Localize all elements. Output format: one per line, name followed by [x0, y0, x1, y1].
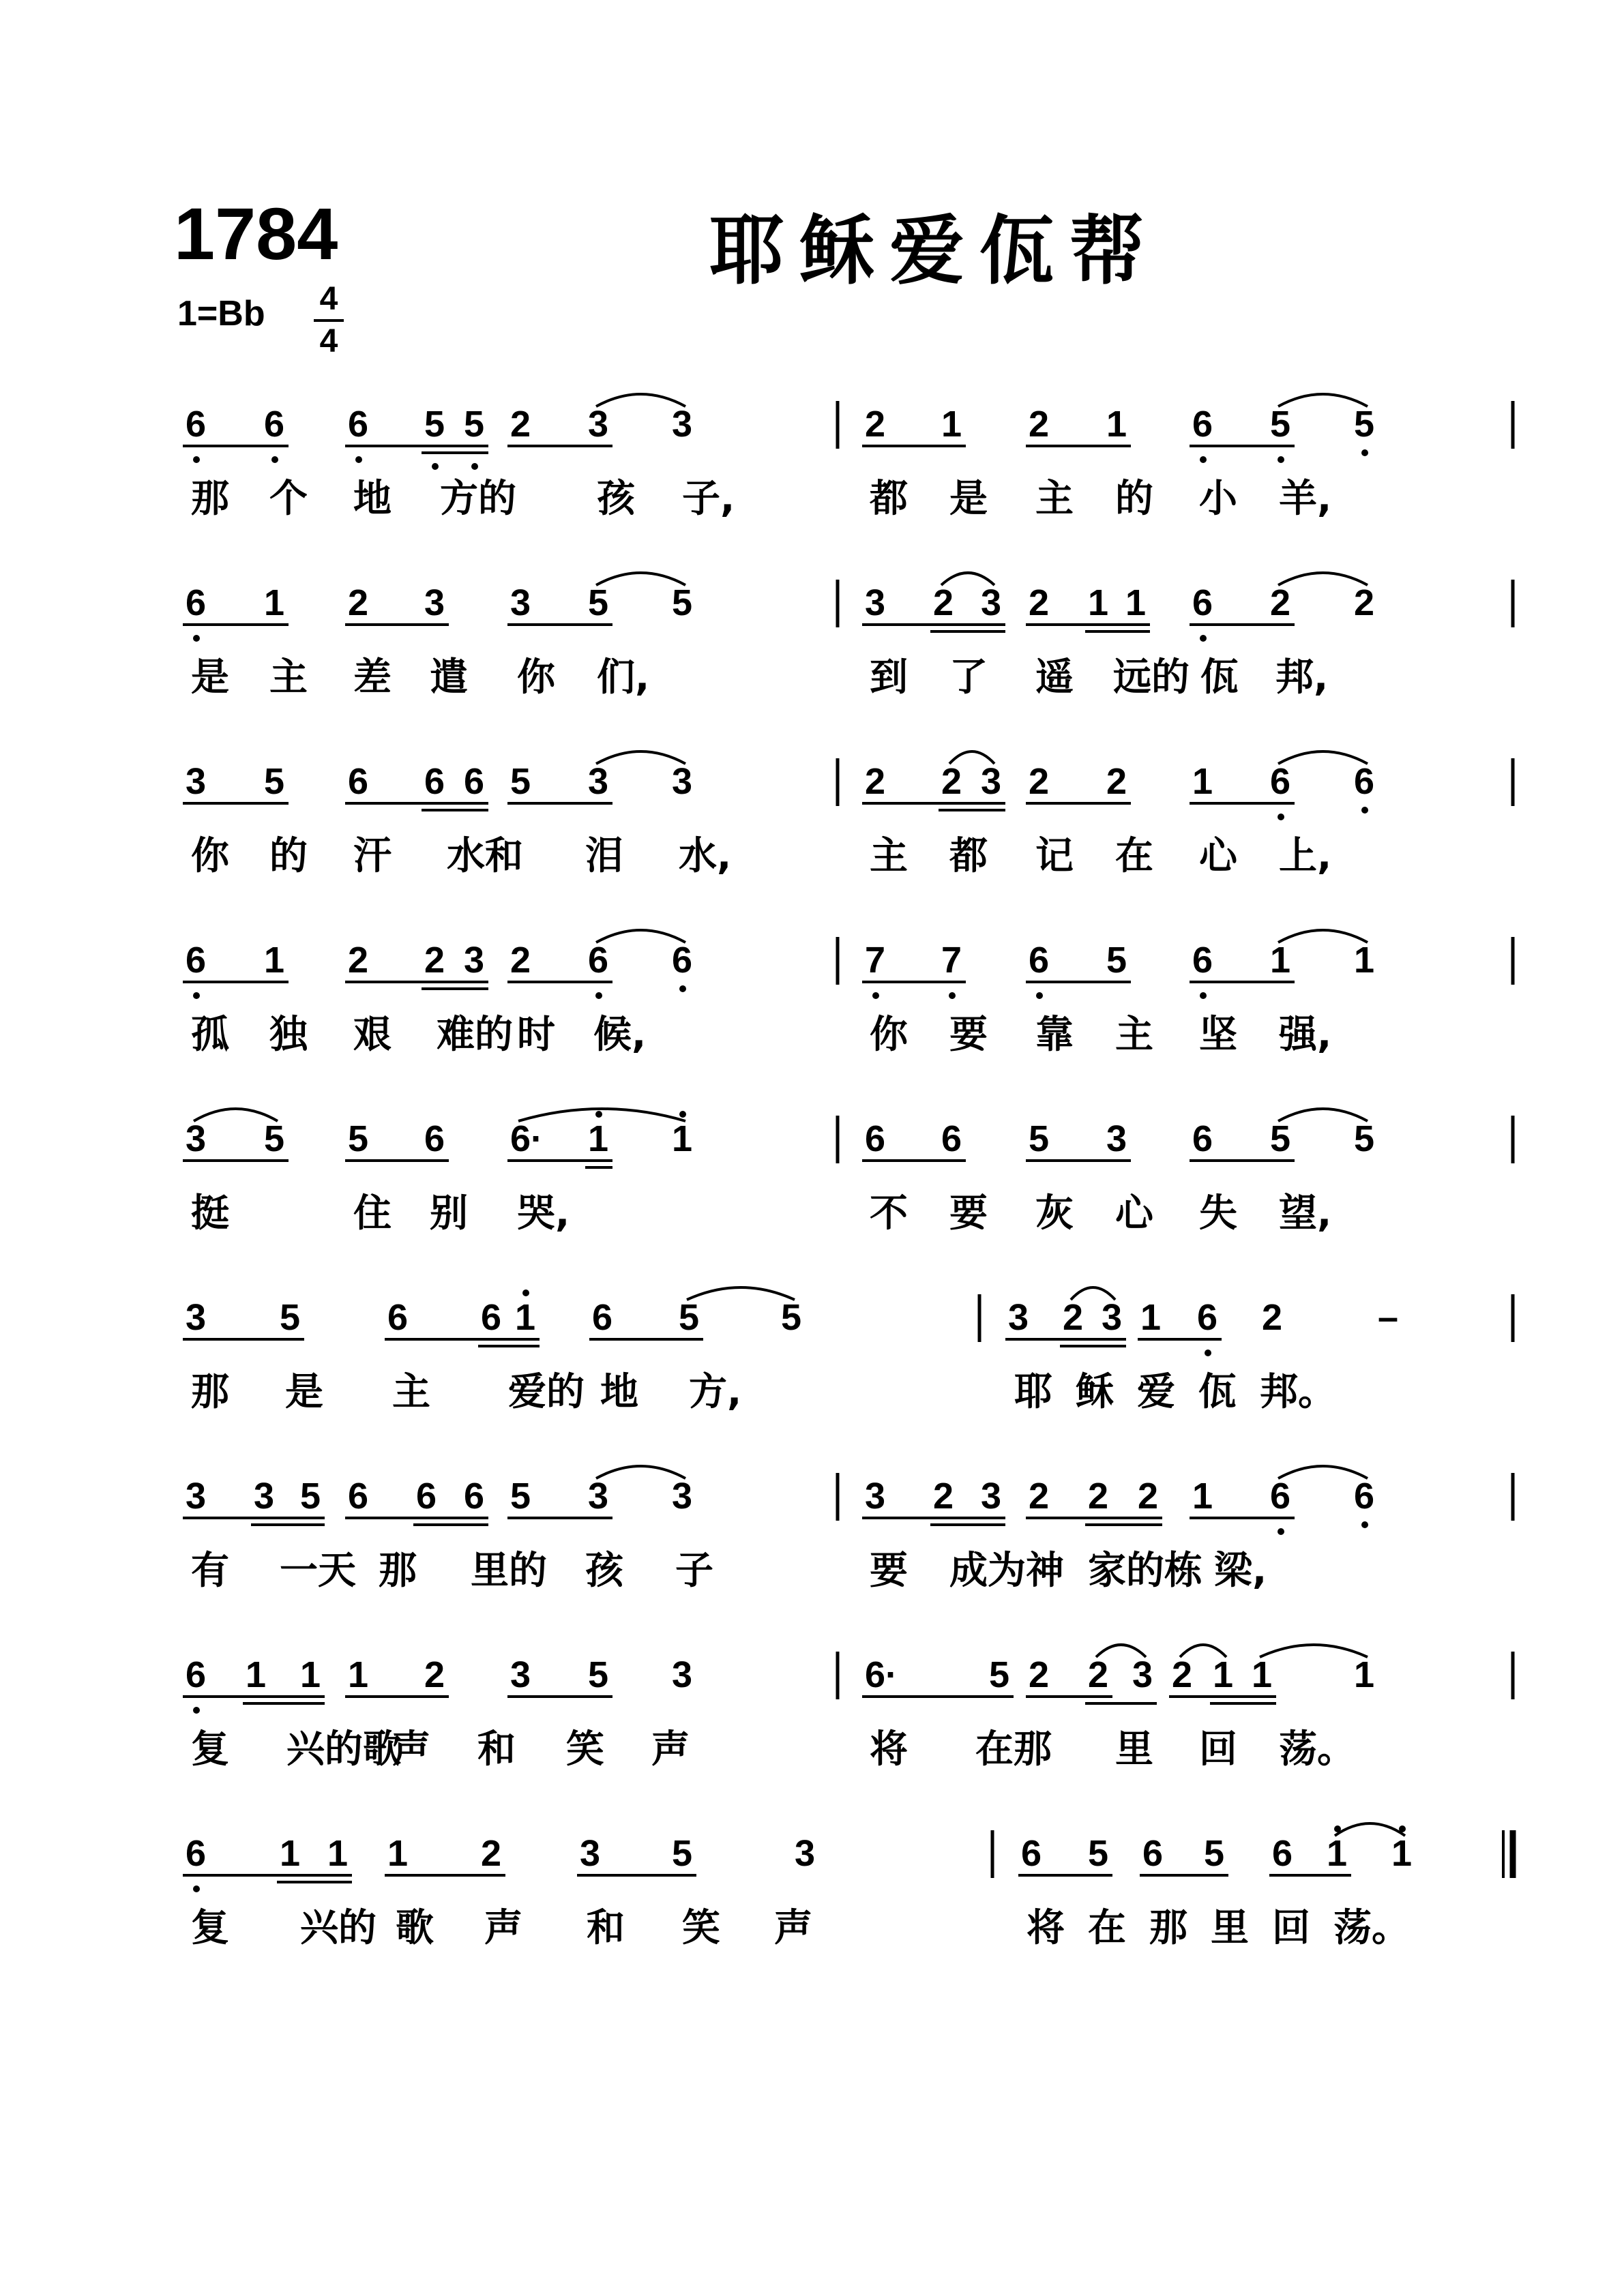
note: 2	[1088, 1654, 1109, 1695]
lyric: 哭,	[517, 1191, 570, 1236]
note: 5	[510, 1476, 531, 1517]
note: 6	[592, 1297, 613, 1338]
note: 5	[264, 761, 285, 802]
note: 5	[348, 1118, 369, 1159]
lyric: 水和	[447, 834, 523, 878]
lyric: 兴的歌	[286, 1727, 401, 1772]
lyric: 声	[392, 1727, 430, 1772]
note: 6	[481, 1297, 502, 1338]
lyric: 一天	[280, 1549, 356, 1593]
note: 3	[588, 404, 609, 445]
lyric: 你	[191, 834, 229, 878]
note: 1	[1391, 1833, 1413, 1874]
note: 1	[672, 1118, 693, 1159]
lyric: 上,	[1279, 834, 1332, 878]
note: 1	[588, 1118, 609, 1159]
lyric: 差	[353, 655, 392, 700]
octave-dot	[1361, 807, 1368, 814]
lyric: 地	[600, 1370, 638, 1414]
octave-dot	[193, 1885, 200, 1892]
note: 6	[416, 1476, 437, 1517]
right-half-row-2	[862, 573, 1374, 700]
left-half-row-2	[183, 573, 692, 700]
lyric: 主	[1115, 1013, 1153, 1057]
lyric: 将	[1027, 1906, 1065, 1950]
lyric: 声	[651, 1727, 690, 1772]
note: 1	[246, 1654, 267, 1695]
lyric: 将	[870, 1727, 908, 1772]
lyric: 心	[1115, 1191, 1153, 1236]
note: 3	[186, 1297, 207, 1338]
lyric: 回	[1272, 1906, 1310, 1950]
note: 5	[464, 404, 485, 445]
song-title: 耶稣爱佤帮	[709, 207, 1160, 295]
lyric: 们,	[597, 655, 650, 700]
note: 3	[254, 1476, 275, 1517]
note: 5	[672, 582, 693, 623]
right-half-row-7	[862, 1466, 1374, 1593]
lyric: 都	[870, 477, 908, 521]
lyric: 遣	[430, 655, 468, 700]
octave-dot	[679, 985, 686, 992]
lyric: 要	[870, 1549, 908, 1593]
lyric: 主	[1035, 477, 1074, 521]
lyric: 笑	[682, 1906, 720, 1950]
note: 5	[1354, 1118, 1375, 1159]
lyric: 是	[191, 655, 229, 700]
lyric: 那	[1149, 1906, 1187, 1950]
tie-slur	[1260, 1645, 1368, 1657]
note: 6	[1354, 1476, 1375, 1517]
lyric: 独	[269, 1013, 308, 1057]
note: 3	[1106, 1118, 1127, 1159]
note: 1	[1088, 582, 1109, 623]
octave-dot	[355, 456, 362, 463]
octave-dot	[193, 1707, 200, 1714]
note: 6	[264, 404, 285, 445]
lyric: 主	[269, 655, 308, 700]
note: 2	[424, 940, 445, 981]
note: 6	[865, 1118, 886, 1159]
note: 6	[1192, 404, 1213, 445]
note: 6	[1029, 940, 1050, 981]
note: 6	[186, 1833, 207, 1874]
lyric: 在	[1115, 834, 1153, 878]
note: 6	[348, 761, 369, 802]
note: 1	[1192, 1476, 1213, 1517]
right-half-row-6	[1005, 1287, 1398, 1414]
lyric: 主	[870, 834, 908, 878]
note: 6	[387, 1297, 409, 1338]
note: 3	[424, 582, 445, 623]
note: 3	[672, 761, 693, 802]
note: 5	[264, 1118, 285, 1159]
note: 1	[280, 1833, 301, 1874]
note: 3	[588, 761, 609, 802]
note: 3	[186, 1118, 207, 1159]
note: 3	[981, 582, 1002, 623]
note: 5	[424, 404, 445, 445]
lyric: 家的栋	[1088, 1549, 1202, 1593]
octave-dot	[1278, 456, 1284, 463]
note: 2	[1063, 1297, 1084, 1338]
lyric: 心	[1199, 834, 1237, 878]
octave-dot	[595, 1111, 602, 1118]
left-half-row-8	[183, 1654, 692, 1772]
note: 1	[1270, 940, 1291, 981]
note: 2	[424, 1654, 445, 1695]
lyric: 到	[870, 655, 908, 700]
note: 6	[348, 404, 369, 445]
octave-dot	[193, 635, 200, 642]
note: 2	[1270, 582, 1291, 623]
note: 3	[672, 404, 693, 445]
note: 2	[865, 404, 886, 445]
note: 6	[1272, 1833, 1293, 1874]
lyric: 难的	[437, 1013, 513, 1057]
lyric: 孩	[597, 477, 635, 521]
note: 6	[186, 1654, 207, 1695]
note: 1	[264, 582, 285, 623]
note: 3	[672, 1654, 693, 1695]
lyric: 要	[949, 1191, 988, 1236]
note: 2	[1262, 1297, 1283, 1338]
note: 1	[1252, 1654, 1273, 1695]
note: 6	[1197, 1297, 1218, 1338]
lyric: 子,	[682, 477, 735, 521]
note: 1	[1327, 1833, 1348, 1874]
right-half-row-1	[862, 394, 1374, 521]
note: 1	[327, 1833, 349, 1874]
octave-dot	[522, 1289, 529, 1296]
note: 6	[672, 940, 693, 981]
octave-dot	[271, 456, 278, 463]
lyric: 成为神	[949, 1549, 1064, 1593]
right-half-row-9	[1018, 1823, 1412, 1950]
note: 6	[464, 761, 485, 802]
note: 3	[186, 761, 207, 802]
note: 2	[1029, 582, 1050, 623]
lyric: 爱	[1137, 1370, 1175, 1414]
lyric: 地	[353, 477, 392, 521]
left-half-row-3	[183, 751, 731, 878]
note: 6	[186, 940, 207, 981]
lyric: 佤	[1200, 655, 1239, 700]
tie-slur	[687, 1287, 795, 1300]
note: 5	[679, 1297, 700, 1338]
lyric: 艰	[353, 1013, 392, 1057]
note: 5	[280, 1297, 301, 1338]
lyric: 里	[1115, 1727, 1153, 1772]
octave-dot	[193, 456, 200, 463]
note: 2	[1172, 1654, 1193, 1695]
note: 2	[1106, 761, 1127, 802]
lyric: 里的	[471, 1549, 547, 1593]
octave-dot	[949, 992, 956, 999]
note: 5	[1029, 1118, 1050, 1159]
lyric: 梁,	[1214, 1549, 1267, 1593]
lyric: 方,	[689, 1370, 742, 1414]
note: 6	[424, 761, 445, 802]
lyric: 时	[517, 1013, 555, 1057]
octave-dot	[1200, 635, 1207, 642]
note: 3	[588, 1476, 609, 1517]
lyric: 和	[477, 1727, 516, 1772]
octave-dot	[1361, 1521, 1368, 1528]
key-signature: 1=Bb	[177, 294, 265, 333]
lyric: 荡。	[1279, 1727, 1355, 1772]
lyric: 佤	[1198, 1370, 1237, 1414]
note: 6	[348, 1476, 369, 1517]
note: 3	[981, 761, 1002, 802]
note: 6	[464, 1476, 485, 1517]
lyric: 声	[484, 1906, 522, 1950]
note: 5	[1354, 404, 1375, 445]
note: 2	[481, 1833, 502, 1874]
note: 1	[1125, 582, 1147, 623]
right-half-row-8	[862, 1645, 1374, 1772]
left-half-row-4	[183, 930, 692, 1057]
lyric: 复	[191, 1906, 229, 1950]
note: 7	[865, 940, 886, 981]
lyric: 汗	[353, 834, 392, 878]
lyric: 在	[1088, 1906, 1126, 1950]
note: 1	[1354, 940, 1375, 981]
lyric: 主	[392, 1370, 430, 1414]
lyric: 候,	[593, 1013, 647, 1057]
note: 1	[264, 940, 285, 981]
lyric: 稣	[1076, 1370, 1114, 1414]
note: 1	[1192, 761, 1213, 802]
left-half-row-6	[183, 1287, 801, 1414]
lyric: 望,	[1279, 1191, 1332, 1236]
note: 3	[981, 1476, 1002, 1517]
note: 6	[1192, 582, 1213, 623]
note: 6	[1270, 761, 1291, 802]
lyric: 了	[949, 655, 988, 700]
note: 2	[933, 582, 954, 623]
note: 5	[1204, 1833, 1225, 1874]
octave-dot	[1200, 456, 1207, 463]
right-half-row-5	[862, 1109, 1374, 1236]
note: 6	[186, 582, 207, 623]
note: 5	[989, 1654, 1010, 1695]
note: 1	[1140, 1297, 1162, 1338]
lyric: 兴的	[300, 1906, 377, 1950]
note: 5	[672, 1833, 693, 1874]
lyric: 那	[191, 1370, 229, 1414]
time-signature-top: 4	[319, 281, 338, 317]
lyric: 邦。	[1260, 1370, 1336, 1414]
lyric: 靠	[1035, 1013, 1074, 1057]
note: 6	[186, 404, 207, 445]
lyric: 耶	[1014, 1370, 1052, 1414]
note: 2	[1088, 1476, 1109, 1517]
lyric: 小	[1199, 477, 1237, 521]
note: 6·	[510, 1118, 544, 1159]
lyric: 都	[949, 834, 988, 878]
octave-dot	[1361, 449, 1368, 456]
note: 6	[941, 1118, 962, 1159]
lyric: 羊,	[1279, 477, 1332, 521]
octave-dot	[1278, 814, 1284, 820]
lyric: 孤	[191, 1013, 229, 1057]
note: 6	[1021, 1833, 1042, 1874]
note: –	[1378, 1297, 1399, 1338]
lyric: 失	[1199, 1191, 1237, 1236]
note: 6	[1142, 1833, 1164, 1874]
note: 5	[1106, 940, 1127, 981]
note: 5	[510, 761, 531, 802]
lyric: 子	[675, 1549, 713, 1593]
note: 2	[510, 404, 531, 445]
lyric: 要	[949, 1013, 988, 1057]
note: 5	[300, 1476, 321, 1517]
note: 1	[941, 404, 962, 445]
note: 6	[1354, 761, 1375, 802]
note: 6	[588, 940, 609, 981]
note: 1	[348, 1654, 369, 1695]
hymn-number: 1784	[174, 192, 338, 275]
lyric: 歌	[396, 1906, 434, 1950]
lyric: 复	[191, 1727, 229, 1772]
left-half-row-7	[183, 1466, 713, 1593]
octave-dot	[1205, 1350, 1211, 1356]
note: 2	[510, 940, 531, 981]
note: 2	[1029, 404, 1050, 445]
lyric: 方的	[440, 477, 516, 521]
lyric: 个	[269, 477, 308, 521]
note: 5	[588, 582, 609, 623]
left-half-row-5	[183, 1109, 692, 1236]
lyric: 那	[191, 477, 229, 521]
lyric: 里	[1211, 1906, 1249, 1950]
lyric: 声	[774, 1906, 812, 1950]
note: 1	[515, 1297, 536, 1338]
lyric: 荡。	[1333, 1906, 1410, 1950]
note: 3	[865, 582, 886, 623]
right-half-row-3	[862, 751, 1374, 878]
note: 5	[1088, 1833, 1109, 1874]
lyric: 爱的	[508, 1370, 585, 1414]
note: 5	[781, 1297, 802, 1338]
octave-dot	[432, 463, 439, 470]
lyric: 在那	[975, 1727, 1052, 1772]
lyric: 水,	[679, 834, 732, 878]
note: 3	[1008, 1297, 1029, 1338]
lyric: 远的	[1113, 655, 1190, 700]
lyric: 你	[870, 1013, 908, 1057]
left-half-row-1	[183, 394, 735, 521]
note: 3	[672, 1476, 693, 1517]
lyric: 是	[949, 477, 988, 521]
lyric: 是	[285, 1370, 323, 1414]
note: 7	[941, 940, 962, 981]
lyric: 坚	[1199, 1013, 1237, 1057]
time-signature-bottom: 4	[319, 323, 338, 359]
lyric: 回	[1199, 1727, 1237, 1772]
note: 3	[464, 940, 485, 981]
lyric: 挺	[191, 1191, 229, 1236]
lyric: 住	[353, 1191, 392, 1236]
lyric: 的	[1115, 477, 1153, 521]
note: 1	[1106, 404, 1127, 445]
note: 5	[1270, 404, 1291, 445]
note: 3	[510, 1654, 531, 1695]
lyric: 和	[587, 1906, 625, 1950]
note: 2	[1138, 1476, 1159, 1517]
octave-dot	[1200, 992, 1207, 999]
lyric: 有	[191, 1549, 229, 1593]
note: 2	[933, 1476, 954, 1517]
note: 3	[580, 1833, 601, 1874]
note: 5	[588, 1654, 609, 1695]
note: 1	[300, 1654, 321, 1695]
lyric: 孩	[585, 1549, 623, 1593]
right-half-row-4	[862, 930, 1374, 1057]
note: 6	[1270, 1476, 1291, 1517]
note: 6	[1192, 1118, 1213, 1159]
note: 1	[387, 1833, 409, 1874]
lyric: 笑	[566, 1727, 604, 1772]
lyric: 记	[1035, 834, 1074, 878]
left-half-row-9	[183, 1833, 815, 1950]
octave-dot	[1036, 992, 1043, 999]
note: 1	[1213, 1654, 1234, 1695]
note: 6·	[865, 1654, 898, 1695]
note: 3	[510, 582, 531, 623]
octave-dot	[595, 992, 602, 999]
note: 3	[1102, 1297, 1123, 1338]
note: 2	[1029, 1654, 1050, 1695]
lyric: 不	[870, 1191, 908, 1236]
note: 2	[348, 582, 369, 623]
note: 2	[941, 761, 962, 802]
octave-dot	[471, 463, 478, 470]
octave-dot	[679, 1111, 686, 1118]
lyric: 强,	[1279, 1013, 1332, 1057]
octave-dot	[1278, 1528, 1284, 1535]
note: 6	[1192, 940, 1213, 981]
lyric: 那	[379, 1549, 417, 1593]
note: 3	[186, 1476, 207, 1517]
note: 2	[865, 761, 886, 802]
note: 3	[865, 1476, 886, 1517]
lyric: 邦,	[1275, 655, 1329, 700]
note: 3	[795, 1833, 816, 1874]
note: 1	[1354, 1654, 1375, 1695]
note: 2	[348, 940, 369, 981]
note: 2	[1029, 1476, 1050, 1517]
octave-dot	[872, 992, 879, 999]
lyric: 的	[269, 834, 308, 878]
lyric: 别	[430, 1191, 468, 1236]
note: 3	[1132, 1654, 1153, 1695]
lyric: 泪	[585, 834, 623, 878]
octave-dot	[193, 992, 200, 999]
note: 2	[1029, 761, 1050, 802]
note: 6	[424, 1118, 445, 1159]
note: 5	[1270, 1118, 1291, 1159]
lyric: 你	[517, 655, 555, 700]
lyric: 灰	[1035, 1191, 1074, 1236]
lyric: 遥	[1035, 655, 1074, 700]
note: 2	[1354, 582, 1375, 623]
